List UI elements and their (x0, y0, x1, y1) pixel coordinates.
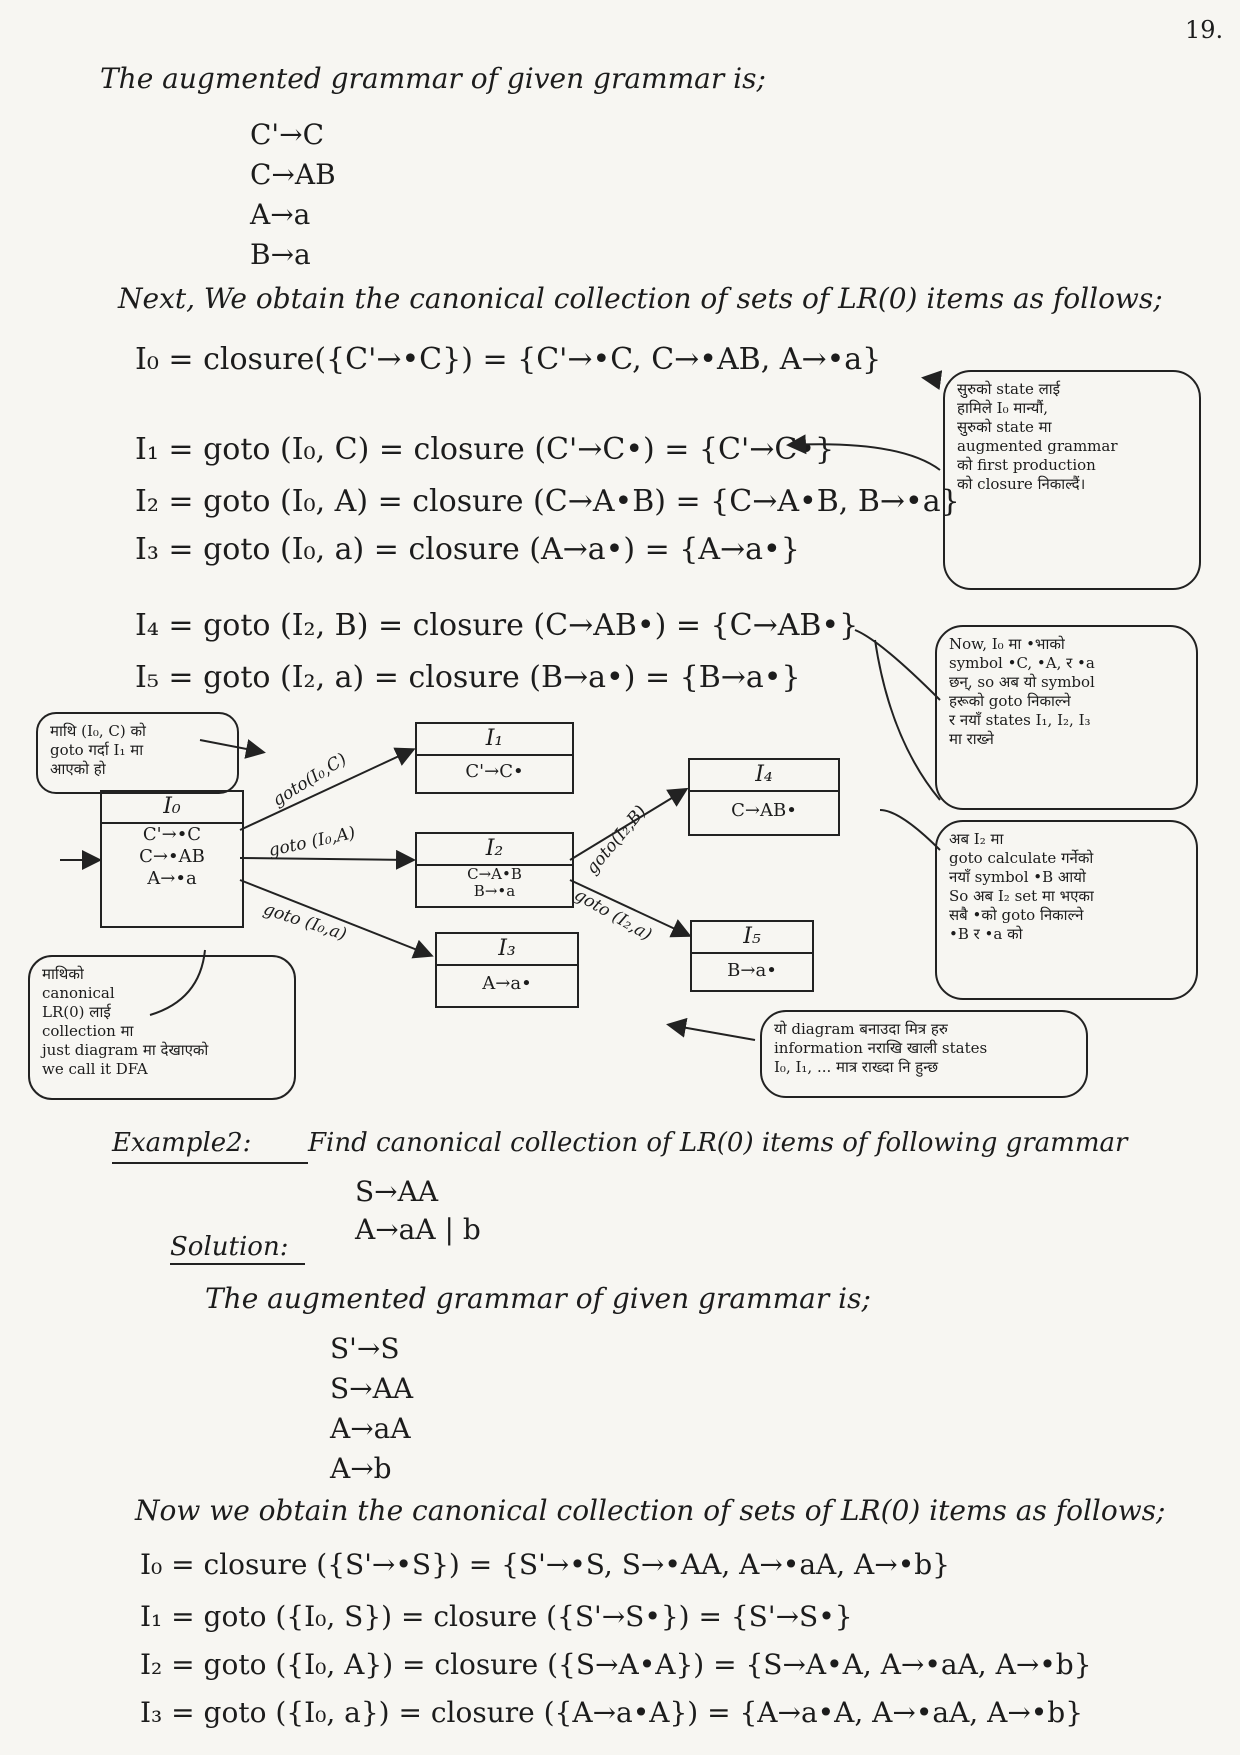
example2-label: Example2: (112, 1128, 252, 1158)
state-item: B→•a (473, 882, 516, 900)
edge-i2-i4 (570, 790, 685, 860)
note-line: goto गर्दा I₁ मा (50, 741, 144, 759)
note-line: नयाँ symbol •B आयो (949, 868, 1086, 886)
note-arrow (670, 1025, 755, 1040)
aug-intro: The augmented grammar of given grammar is; (205, 1282, 871, 1315)
note-line: canonical (42, 984, 115, 1002)
item-set-line: I₅ = goto (I₂, a) = closure (B→a•) = {B→a•} (135, 660, 801, 695)
note-line: •B र •a को (949, 925, 1023, 943)
example2-question: Find canonical collection of LR(0) items of following grammar (308, 1128, 1128, 1158)
item-set-line: I₀ = closure({C'→•C}) = {C'→•C, C→•AB, A→•a} (135, 342, 882, 377)
note-line: information नराखि खाली states (774, 1039, 988, 1057)
grammar1-rule: C→AB (250, 158, 336, 191)
note-line: LR(0) लाई (42, 1003, 111, 1021)
item-set-line: I₃ = goto (I₀, a) = closure (A→a•) = {A→a•} (135, 532, 800, 567)
note-line: यो diagram बनाउदा मित्र हरु (774, 1020, 948, 1038)
note-arrow (150, 950, 205, 1015)
note-line: को closure निकाल्दैं। (957, 475, 1086, 493)
item-set-line: I₄ = goto (I₂, B) = closure (C→AB•) = {C→AB•} (135, 608, 859, 643)
state-name: I₃ (437, 934, 577, 966)
solution-label: Solution: (170, 1232, 289, 1262)
grammar1-rule: B→a (250, 238, 311, 271)
edge-label: goto (I₀,A) (266, 823, 358, 861)
edge-label: goto(I₂,B) (582, 801, 651, 879)
state-name: I₁ (417, 724, 572, 756)
state-item: C→AB• (731, 800, 797, 821)
note-arrow (880, 810, 940, 850)
note-arrow (925, 378, 940, 380)
note-line: माथि (I₀, C) को (50, 722, 146, 740)
note-line: we call it DFA (42, 1060, 148, 1078)
example2-grammar-rule: S→AA (355, 1175, 439, 1208)
edge-i2-i5 (570, 880, 688, 935)
ex2-item-line: I₃ = goto ({I₀, a}) = closure ({A→a•A}) = {A→a•A, A→•aA, A→•b} (140, 1696, 1084, 1729)
state-name: I₄ (690, 760, 838, 792)
state-item: C→•AB (139, 846, 205, 867)
note-line: मा राख्ने (949, 730, 994, 748)
state-item: C'→C• (465, 761, 524, 782)
page-number: 19. (1185, 16, 1224, 44)
item-set-line: I₁ = goto (I₀, C) = closure (C'→C•) = {C'→C•} (135, 432, 835, 467)
note-line: र नयाँ states I₁, I₂, I₃ (949, 711, 1091, 729)
state-item: A→a• (482, 973, 532, 994)
note-arrow (875, 640, 940, 800)
example2-grammar-rule: A→aA | b (355, 1213, 481, 1246)
intro-line: The augmented grammar of given grammar is; (100, 62, 766, 95)
edge-label: goto (I₂,a) (570, 884, 656, 946)
note-line: goto calculate गर्नेको (949, 849, 1094, 867)
note-line: आएको हो (50, 760, 106, 778)
note-line: augmented grammar (957, 437, 1118, 455)
note-line: अब I₂ मा (949, 830, 1004, 848)
edge-i0-i3 (240, 880, 430, 955)
note-line: I₀, I₁, ... मात्र राख्दा नि हुन्छ (774, 1058, 939, 1076)
note-line: को first production (957, 456, 1096, 474)
note-line: माथिको (42, 965, 84, 983)
note-arrow (855, 630, 940, 700)
next-line: Next, We obtain the canonical collection of sets of LR(0) items as follows; (118, 282, 1163, 315)
grammar1-rule: C'→C (250, 118, 325, 151)
state-name: I₅ (692, 922, 812, 954)
ex2-item-line: I₀ = closure ({S'→•S}) = {S'→•S, S→•AA, A→•aA, A→•b} (140, 1548, 950, 1581)
note-line: हामिले I₀ मान्यौं, (957, 399, 1048, 417)
edge-i0-i2 (240, 858, 412, 860)
note-line: छन्, so अब यो symbol (949, 673, 1095, 691)
edge-i0-i1 (240, 750, 412, 830)
note-arrow (790, 444, 940, 470)
aug-grammar-rule: S'→S (330, 1332, 400, 1365)
aug-grammar-rule: S→AA (330, 1372, 414, 1405)
state-name: I₀ (102, 792, 242, 824)
edge-label: goto(I₀,C) (269, 749, 351, 811)
note-line: सुरुको state मा (957, 418, 1052, 436)
ex2-item-line: I₁ = goto ({I₀, S}) = closure ({S'→S•}) = {S'→S•} (140, 1600, 853, 1633)
state-item: C→A•B (467, 865, 522, 883)
note-line: Now, I₀ मा •भाको (949, 635, 1065, 653)
edge-label: goto (I₀,a) (261, 899, 349, 945)
state-item: B→a• (727, 960, 777, 981)
note-line: सुरुको state लाई (957, 380, 1061, 398)
aug-grammar-rule: A→b (330, 1452, 392, 1485)
note-line: So अब I₂ set मा भएका (949, 887, 1094, 905)
note-line: symbol •C, •A, र •a (949, 654, 1095, 672)
aug-grammar-rule: A→aA (330, 1412, 411, 1445)
state-item: C'→•C (142, 824, 202, 845)
now-line: Now we obtain the canonical collection of sets of LR(0) items as follows; (135, 1494, 1166, 1527)
note-line: collection मा (42, 1022, 134, 1040)
note-arrow (200, 740, 262, 752)
grammar1-rule: A→a (250, 198, 311, 231)
note-line: सबै •को goto निकाल्ने (949, 906, 1084, 924)
note-line: हरूको goto निकाल्ने (949, 692, 1071, 710)
state-item: A→•a (147, 868, 197, 889)
item-set-line: I₂ = goto (I₀, A) = closure (C→A•B) = {C→A•B, B→•a} (135, 484, 960, 519)
ex2-item-line: I₂ = goto ({I₀, A}) = closure ({S→A•A}) = {S→A•A, A→•aA, A→•b} (140, 1648, 1092, 1681)
state-name: I₂ (417, 834, 572, 866)
note-line: just diagram मा देखाएको (42, 1041, 209, 1059)
